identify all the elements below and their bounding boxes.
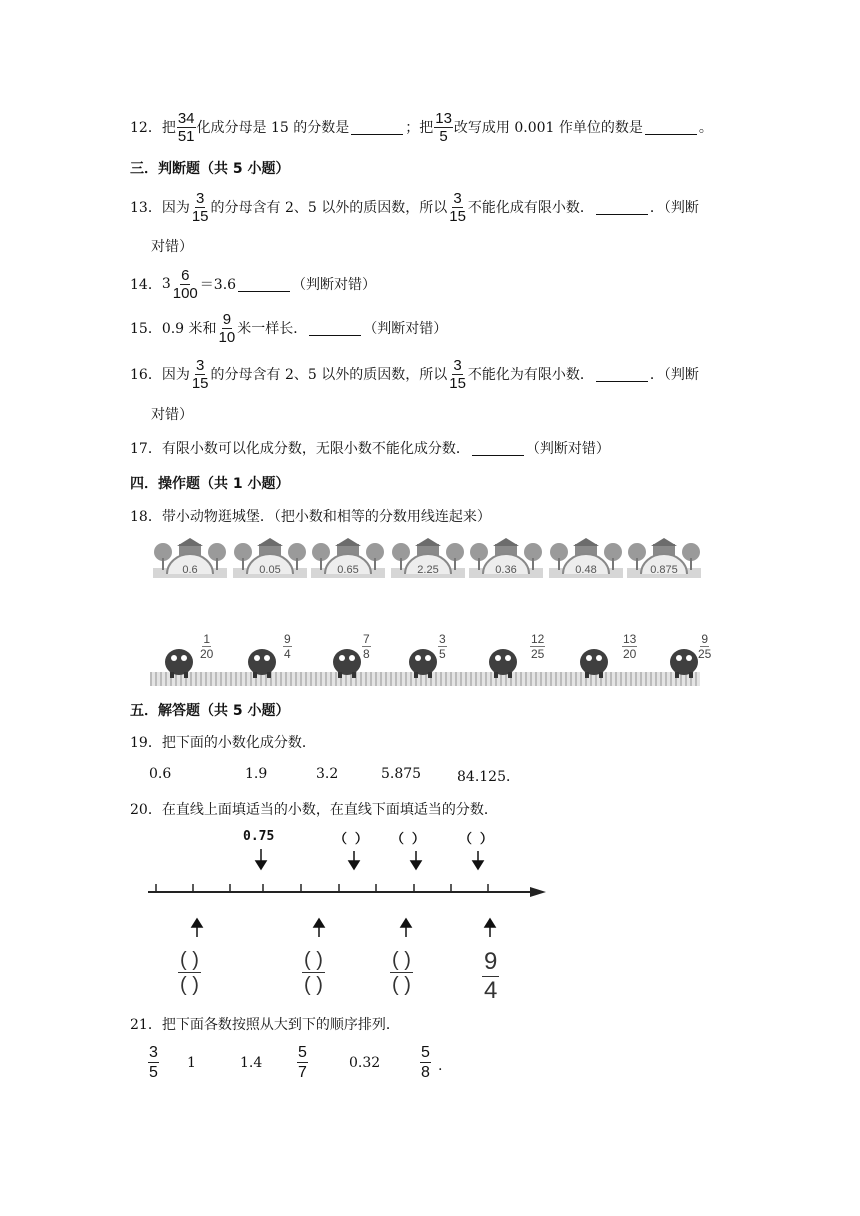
zebra-icon[interactable]	[406, 636, 440, 682]
question-number: 15．	[130, 321, 162, 337]
q18-text: 带小动物逛城堡．（把小数和相等的分数用线连起来）	[161, 509, 491, 525]
answer-blank[interactable]	[309, 321, 361, 336]
question-number: 19．	[130, 735, 162, 751]
mixed-whole: 3	[161, 276, 171, 292]
castle-decimal-label: 0.36	[495, 564, 517, 576]
q14-text: ＝3.6	[199, 277, 237, 293]
q12-text: 改写成用 0.001 作单位的数是	[453, 120, 643, 136]
fraction: $\frac{34}{51}$	[177, 109, 195, 145]
question-12	[130, 109, 713, 145]
q21-value: 1.4	[240, 1055, 263, 1071]
q21-text: 把下面各数按照从大到下的顺序排列．	[161, 1017, 400, 1033]
q12-text: ；把	[405, 120, 434, 136]
section-heading-operation: 四．操作题（共 1 小题）	[130, 476, 290, 492]
answer-blank[interactable]	[596, 367, 648, 382]
top-blank-paren[interactable]: （ ）	[334, 832, 368, 847]
section-heading-judgment: 三．判断题（共 5 小题）	[130, 161, 290, 177]
q17-text: 有限小数可以化成分数，无限小数不能化成分数．	[161, 441, 470, 457]
castle-decimal-label: 0.6	[182, 564, 198, 576]
castle-card[interactable]	[153, 538, 227, 580]
question-number: 12．	[130, 120, 162, 136]
q19-value: 5.875	[381, 766, 422, 782]
q20-text: 在直线上面填适当的小数，在直线下面填适当的分数．	[161, 802, 498, 818]
q12-text: 。	[698, 120, 713, 136]
fraction: $\frac{9}{10}$	[218, 310, 236, 346]
animal-fraction: $\frac{9}{4}$	[284, 632, 291, 661]
q19-value: 1.9	[245, 766, 268, 782]
answer-blank[interactable]	[645, 120, 697, 135]
q13-text: 不能化成有限小数．	[467, 200, 594, 216]
question-number: 18．	[130, 509, 162, 525]
answer-blank[interactable]	[596, 200, 648, 215]
animal-fraction: $\frac{3}{5}$	[439, 632, 446, 661]
castle-card[interactable]	[391, 538, 465, 580]
question-13	[130, 189, 699, 225]
question-number: 20．	[130, 802, 162, 818]
bird-icon[interactable]	[330, 636, 364, 682]
answer-blank[interactable]	[472, 441, 524, 456]
castle-decimal-label: 2.25	[417, 564, 439, 576]
camel-icon[interactable]	[577, 636, 611, 682]
castle-decimal-label: 0.875	[650, 564, 678, 576]
top-blank-paren[interactable]: （ ）	[459, 832, 493, 847]
q15-text: 0.9 米和	[161, 321, 217, 337]
q13-text: 的分母含有 2、5 以外的质因数，所以	[210, 200, 448, 216]
q21-fraction: $\frac{5}{8}$	[421, 1044, 430, 1081]
q16-continuation: 对错）	[151, 407, 193, 423]
question-18	[130, 504, 491, 528]
animal-fraction: $\frac{13}{20}$	[623, 632, 637, 661]
castle-decimal-label: 0.65	[337, 564, 359, 576]
q16-text: 不能化为有限小数．	[467, 367, 594, 383]
question-number: 14．	[130, 277, 162, 293]
animal-fraction: $\frac{7}{8}$	[363, 632, 370, 661]
cat-icon[interactable]	[667, 636, 701, 682]
question-16	[130, 356, 699, 392]
top-label-decimal: 0.75	[243, 829, 275, 844]
question-number: 16．	[130, 367, 162, 383]
question-number: 13．	[130, 200, 162, 216]
castle-card[interactable]	[311, 538, 385, 580]
q21-fraction: $\frac{3}{5}$	[149, 1044, 158, 1081]
fraction: $\frac{3}{15}$	[191, 356, 209, 392]
castle-card[interactable]	[549, 538, 623, 580]
question-20	[130, 797, 498, 821]
q16-text: 的分母含有 2、5 以外的质因数，所以	[210, 367, 448, 383]
animal-fraction: $\frac{9}{25}$	[698, 632, 712, 661]
given-fraction: 9 4	[484, 948, 498, 1004]
up-arrow-icon	[192, 919, 495, 937]
tick-marks	[156, 884, 488, 892]
number-line	[140, 845, 560, 945]
top-blank-paren[interactable]: （ ）	[391, 832, 425, 847]
q19-value: 3.2	[316, 766, 339, 782]
section-heading-answers: 五．解答题（共 5 小题）	[130, 703, 290, 719]
monster-icon[interactable]	[162, 636, 196, 682]
q15-text: 米一样长．	[237, 321, 308, 337]
castle-card[interactable]	[233, 538, 307, 580]
q19-value: 84.125．	[457, 769, 520, 785]
q15-text: （判断对错）	[363, 321, 448, 337]
fraction: $\frac{3}{15}$	[449, 189, 466, 225]
q21-end-period: .	[438, 1058, 443, 1074]
q16-text: ．（判断	[649, 367, 699, 383]
castle-decimal-label: 0.48	[575, 564, 597, 576]
q21-value: 0.32	[349, 1055, 381, 1071]
fraction: $\frac{13}{5}$	[435, 109, 452, 145]
down-arrow-icon	[256, 849, 483, 869]
blank-fraction[interactable]: ( ) ( )	[180, 949, 199, 996]
lion-icon[interactable]	[486, 636, 520, 682]
question-19	[130, 730, 316, 754]
question-15	[130, 310, 448, 346]
blank-fraction[interactable]: ( ) ( )	[392, 949, 411, 996]
q19-value: 0.6	[149, 766, 172, 782]
question-number: 17．	[130, 441, 162, 457]
q17-text: （判断对错）	[525, 441, 610, 457]
q12-text: 把	[161, 120, 176, 136]
fraction: $\frac{3}{15}$	[191, 189, 209, 225]
q13-continuation: 对错）	[151, 239, 193, 255]
q13-text: ．（判断	[649, 200, 699, 216]
castle-card[interactable]	[627, 538, 701, 580]
question-14	[130, 266, 377, 302]
animal-fraction: $\frac{12}{25}$	[531, 632, 545, 661]
question-number: 21．	[130, 1017, 162, 1033]
castle-card[interactable]	[469, 538, 543, 580]
question-17	[130, 436, 610, 460]
q19-text: 把下面的小数化成分数．	[161, 735, 316, 751]
animal-fraction: $\frac{1}{20}$	[200, 632, 214, 661]
deer-icon[interactable]	[245, 636, 279, 682]
answer-blank[interactable]	[238, 277, 290, 292]
castle-decimal-label: 0.05	[259, 564, 281, 576]
answer-blank[interactable]	[351, 120, 403, 135]
q13-text: 因为	[161, 200, 190, 216]
question-21	[130, 1012, 400, 1036]
fraction: $\frac{6}{100}$	[172, 266, 198, 302]
q16-text: 因为	[161, 367, 190, 383]
fraction: $\frac{3}{15}$	[449, 356, 466, 392]
q12-text: 化成分母是 15 的分数是	[196, 120, 350, 136]
q21-value: 1	[187, 1055, 196, 1071]
q21-fraction: $\frac{5}{7}$	[298, 1044, 307, 1081]
blank-fraction[interactable]: ( ) ( )	[304, 949, 323, 996]
q14-text: （判断对错）	[292, 277, 377, 293]
